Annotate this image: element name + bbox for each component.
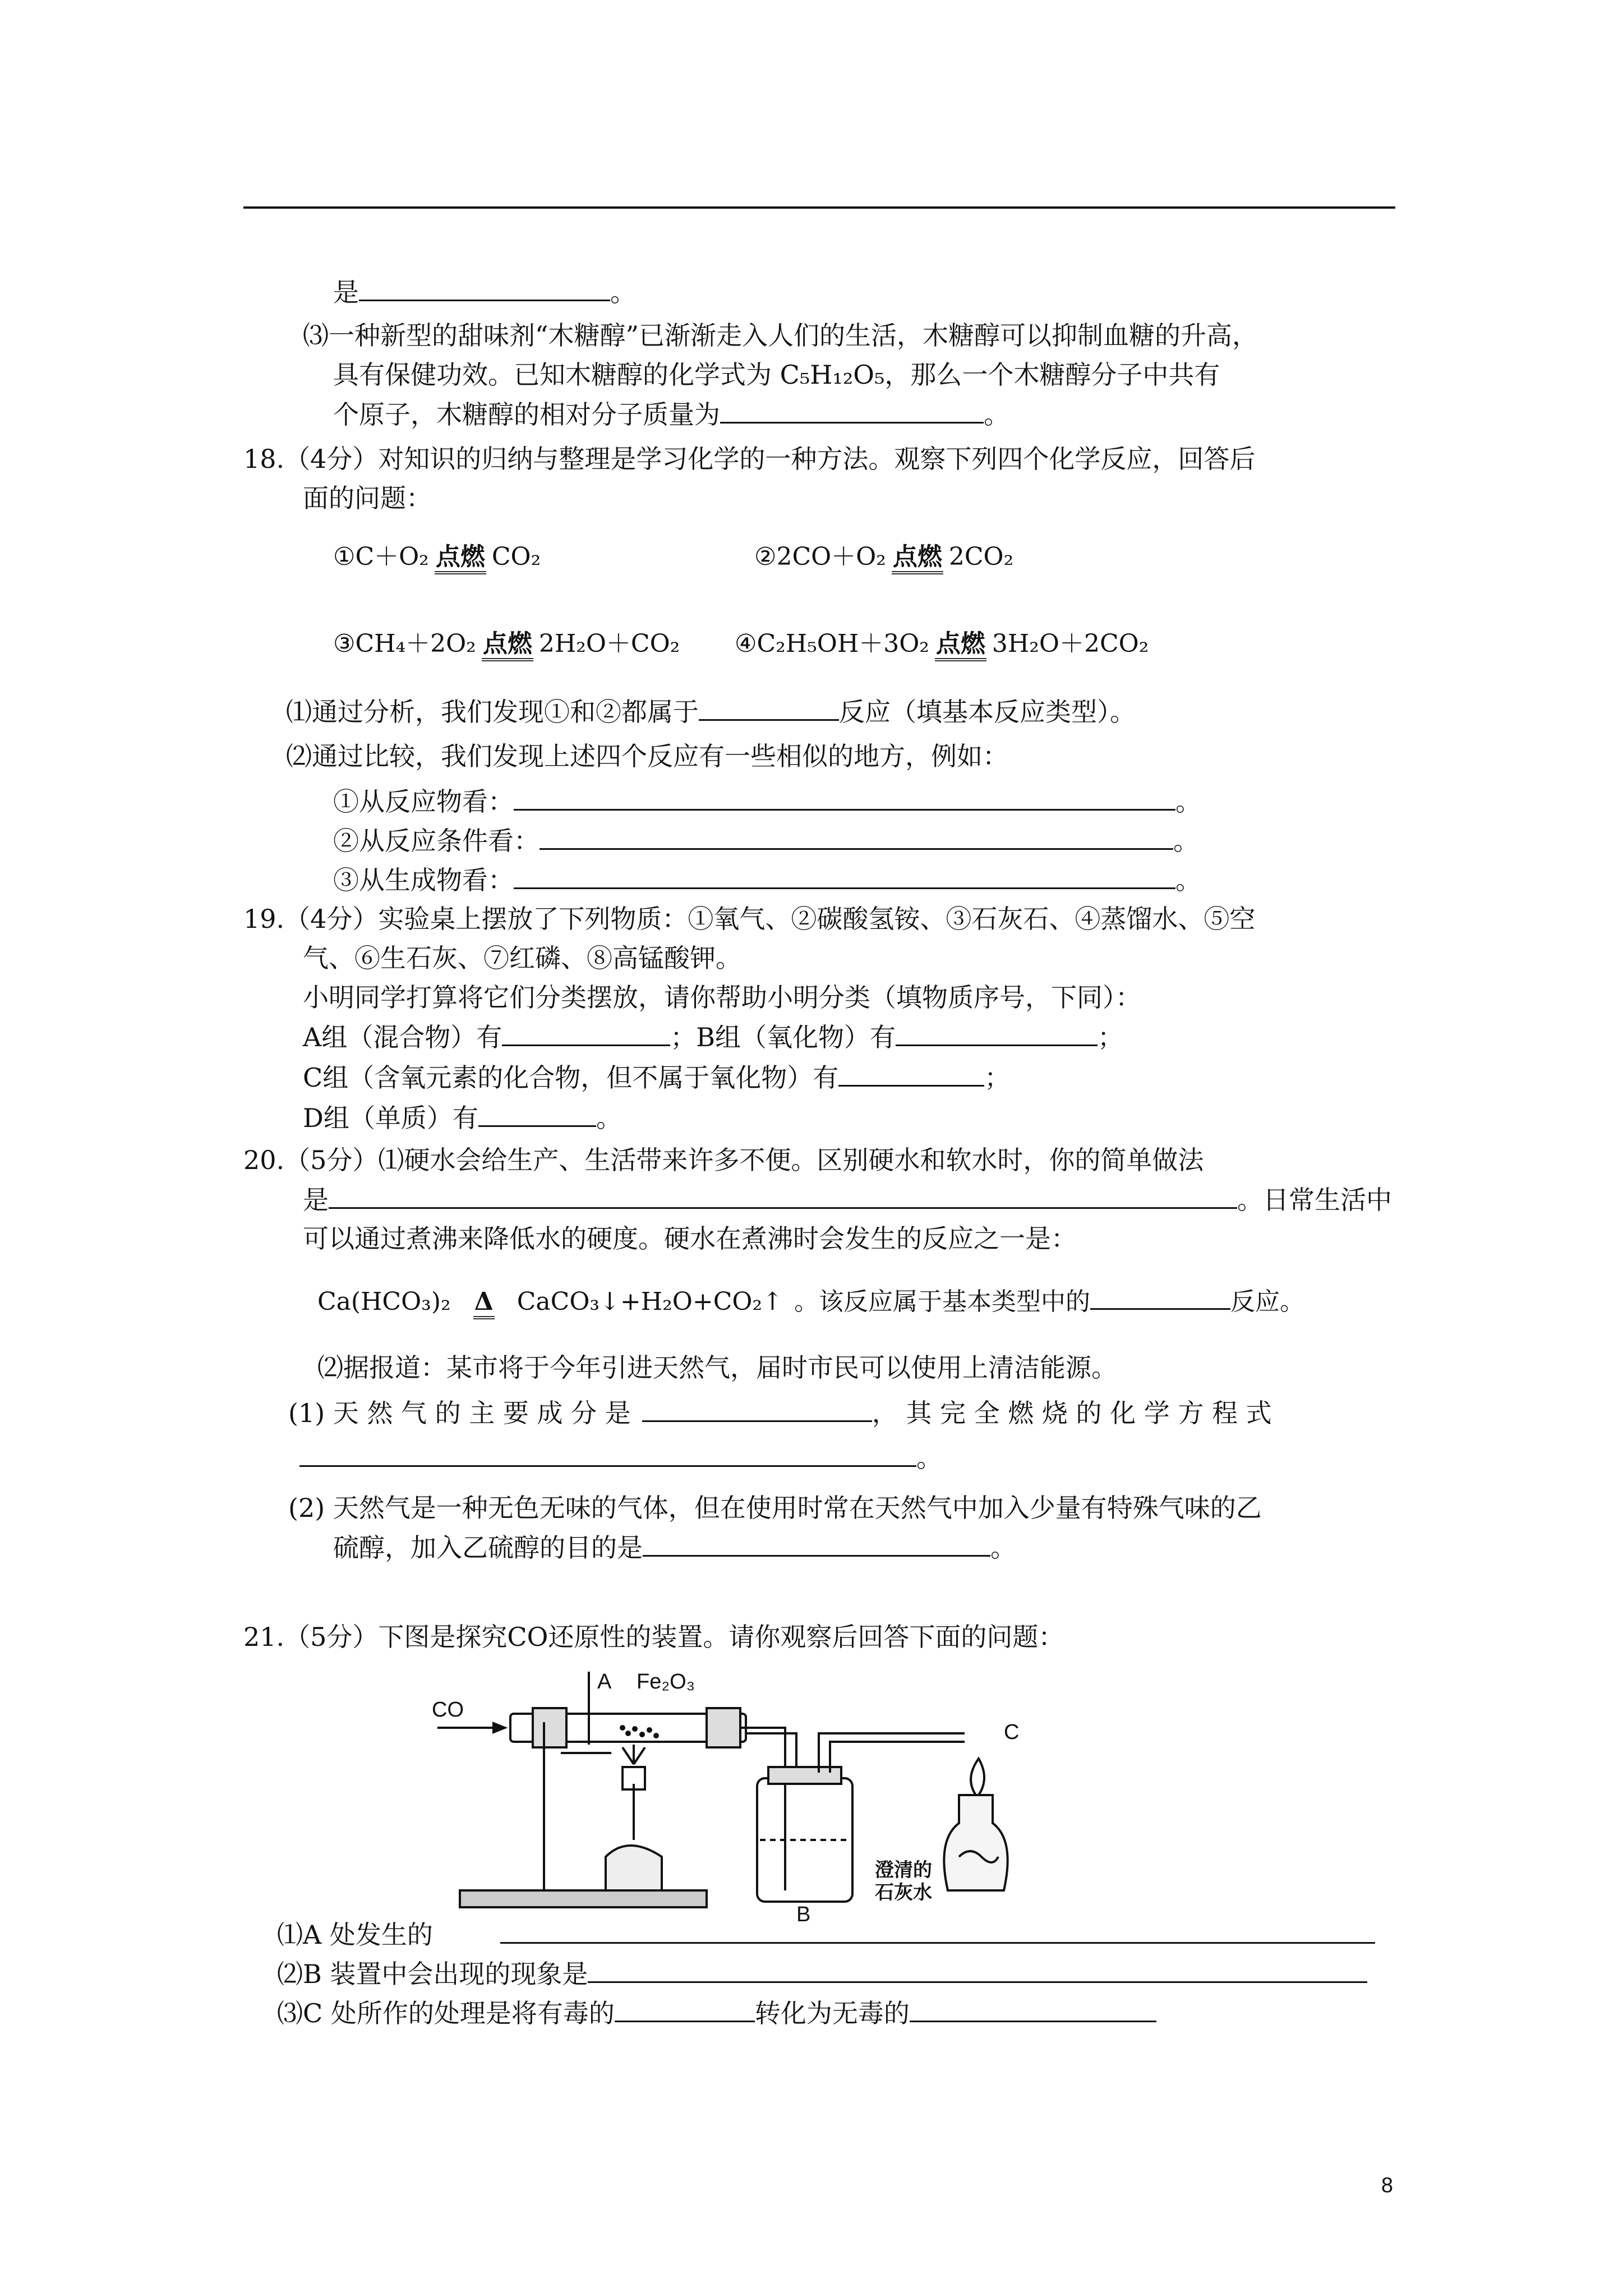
- co-label: CO: [432, 1698, 464, 1722]
- q18-2c: ③从生成物看： 。: [333, 863, 1201, 897]
- q20-reaction: Ca(HCO₃)₂ Δ CaCO₃↓+H₂O+CO₂↑ 。该反应属于基本类型中的 反应。: [317, 1283, 1304, 1319]
- q19-group-d: D组（单质）有 。: [303, 1101, 622, 1135]
- q20-2-2-line1: (2) 天然气是一种无色无味的气体，但在使用时常在天然气中加入少量有特殊气味的乙: [288, 1493, 1262, 1523]
- answer-blank[interactable]: [514, 863, 1175, 889]
- answer-blank[interactable]: [502, 1020, 670, 1046]
- q18-1: ⑴通过分析，我们发现①和②都属于 反应（填基本反应类型）。: [286, 694, 1136, 729]
- q19-group-c: C组（含氧元素的化合物，但不属于氧化物）有 ；: [303, 1060, 1010, 1094]
- answer-blank[interactable]: [720, 397, 984, 424]
- stand-base: [460, 1890, 707, 1907]
- page-number: 8: [1381, 2174, 1393, 2197]
- header-rule: [243, 206, 1395, 209]
- answer-blank[interactable]: [514, 784, 1175, 811]
- limewater-label-2: 石灰水: [875, 1882, 932, 1903]
- q17-3-line2: 具有保健功效。已知木糖醇的化学式为 C₅H₁₂O₅，那么一个木糖醇分子中共有: [333, 360, 1220, 390]
- q20-2-stem: ⑵据报道：某市将于今年引进天然气，届时市民可以使用上清洁能源。: [317, 1352, 1117, 1383]
- reaction-2: ②2CO＋O₂ 点燃 2CO₂: [754, 540, 1013, 574]
- q19-stem-line3: 小明同学打算将它们分类摆放，请你帮助小明分类（填物质序号，下同）：: [303, 982, 1141, 1013]
- co-reduction-apparatus-diagram: [426, 1655, 1066, 1924]
- q21-2: ⑵B 装置中会出现的现象是: [277, 1957, 1367, 1991]
- answer-blank[interactable]: [329, 1182, 1237, 1209]
- reaction-condition: 点燃: [935, 630, 986, 661]
- answer-blank[interactable]: [643, 1530, 990, 1557]
- arrow-head-icon: [494, 1723, 505, 1732]
- q20-2-2-line2: 硫醇，加入乙硫醇的目的是 。: [333, 1530, 1016, 1565]
- q20-2-1-equation: 。: [299, 1441, 942, 1475]
- reaction-condition: 点燃: [435, 543, 486, 574]
- reaction-condition: 点燃: [892, 543, 943, 574]
- q18-stem-line2: 面的问题：: [303, 483, 432, 513]
- q17-3-line1: ⑶一种新型的甜味剂“木糖醇”已渐渐走入人们的生活，木糖醇可以抑制血糖的升高，: [303, 320, 1258, 351]
- q20-stem-line3: 可以通过煮沸来降低水的硬度。硬水在煮沸时会发生的反应之一是：: [303, 1223, 1077, 1254]
- q19-stem-line1: 19.（4分）实验桌上摆放了下列物质：①氧气、②碳酸氢铵、③石灰石、④蒸馏水、⑤空: [243, 904, 1256, 934]
- q18-2a: ①从反应物看： 。: [333, 784, 1201, 818]
- a-label: A: [597, 1670, 612, 1694]
- q21-1: ⑴A 处发生的: [277, 1917, 1375, 1952]
- answer-blank[interactable]: [588, 1957, 1367, 1983]
- answer-blank[interactable]: [910, 1996, 1156, 2022]
- limewater-label-1: 澄清的: [875, 1860, 932, 1881]
- q20-2-1: (1) 天 然 气 的 主 要 成 分 是 ， 其 完 全 燃 烧 的 化 学 方 程 式: [288, 1396, 1272, 1430]
- q20-stem-line1: 20.（5分）⑴硬水会给生产、生活带来许多不便。区别硬水和软水时，你的简单做法: [243, 1145, 1204, 1175]
- reaction-condition: 点燃: [482, 630, 533, 661]
- answer-blank[interactable]: [896, 1020, 1098, 1046]
- fe2o3-powder: [621, 1726, 658, 1737]
- alcohol-lamp-c: [944, 1795, 1007, 1890]
- answer-blank[interactable]: [299, 1441, 916, 1467]
- q19-groups-ab: A组（混合物）有 ；B组（氧化物）有 ；: [303, 1020, 1123, 1054]
- c-label: C: [1004, 1720, 1020, 1744]
- heat-symbol: Δ: [473, 1288, 495, 1319]
- q17-3-line3: 个原子，木糖醇的相对分子质量为 。: [333, 397, 1009, 431]
- flame-icon: [623, 1745, 645, 1764]
- q18-2: ⑵通过比较，我们发现上述四个反应有一些相似的地方，例如：: [286, 741, 1008, 771]
- left-stopper: [533, 1708, 566, 1747]
- answer-blank[interactable]: [500, 1917, 1375, 1944]
- flame-c-icon: [971, 1759, 984, 1795]
- answer-blank[interactable]: [642, 1396, 872, 1422]
- alcohol-lamp: [606, 1846, 662, 1890]
- answer-blank[interactable]: [359, 275, 610, 301]
- answer-blank[interactable]: [838, 1060, 984, 1087]
- answer-blank[interactable]: [478, 1101, 596, 1127]
- right-stopper: [707, 1708, 740, 1747]
- q21-3: ⑶C 处所作的处理是将有毒的 转化为无毒的: [277, 1996, 1156, 2030]
- fe2o3-label: Fe₂O₃: [637, 1670, 695, 1694]
- q18-2b: ②从反应条件看： 。: [333, 823, 1199, 858]
- q18-stem-line1: 18.（4分）对知识的归纳与整理是学习化学的一种方法。观察下列四个化学反应，回答后: [243, 444, 1256, 474]
- answer-blank[interactable]: [615, 1996, 755, 2022]
- answer-blank[interactable]: [1090, 1283, 1230, 1310]
- reaction-4: ④C₂H₅OH＋3O₂ 点燃 3H₂O＋2CO₂: [735, 627, 1149, 661]
- answer-blank[interactable]: [540, 823, 1173, 850]
- reaction-3: ③CH₄＋2O₂ 点燃 2H₂O＋CO₂: [333, 627, 680, 661]
- q17-2-answer-line: 是 。: [333, 275, 636, 309]
- answer-blank[interactable]: [699, 694, 839, 721]
- q19-stem-line2: 气、⑥生石灰、⑦红磷、⑧高锰酸钾。: [303, 943, 741, 973]
- q21-stem: 21.（5分）下图是探究CO还原性的装置。请你观察后回答下面的问题：: [243, 1622, 1064, 1652]
- exhaust-tube-inner: [830, 1742, 965, 1773]
- q20-stem-line2: 是 。日常生活中: [303, 1182, 1392, 1217]
- reaction-1: ①C＋O₂ 点燃 CO₂: [333, 540, 541, 574]
- b-label: B: [796, 1903, 811, 1924]
